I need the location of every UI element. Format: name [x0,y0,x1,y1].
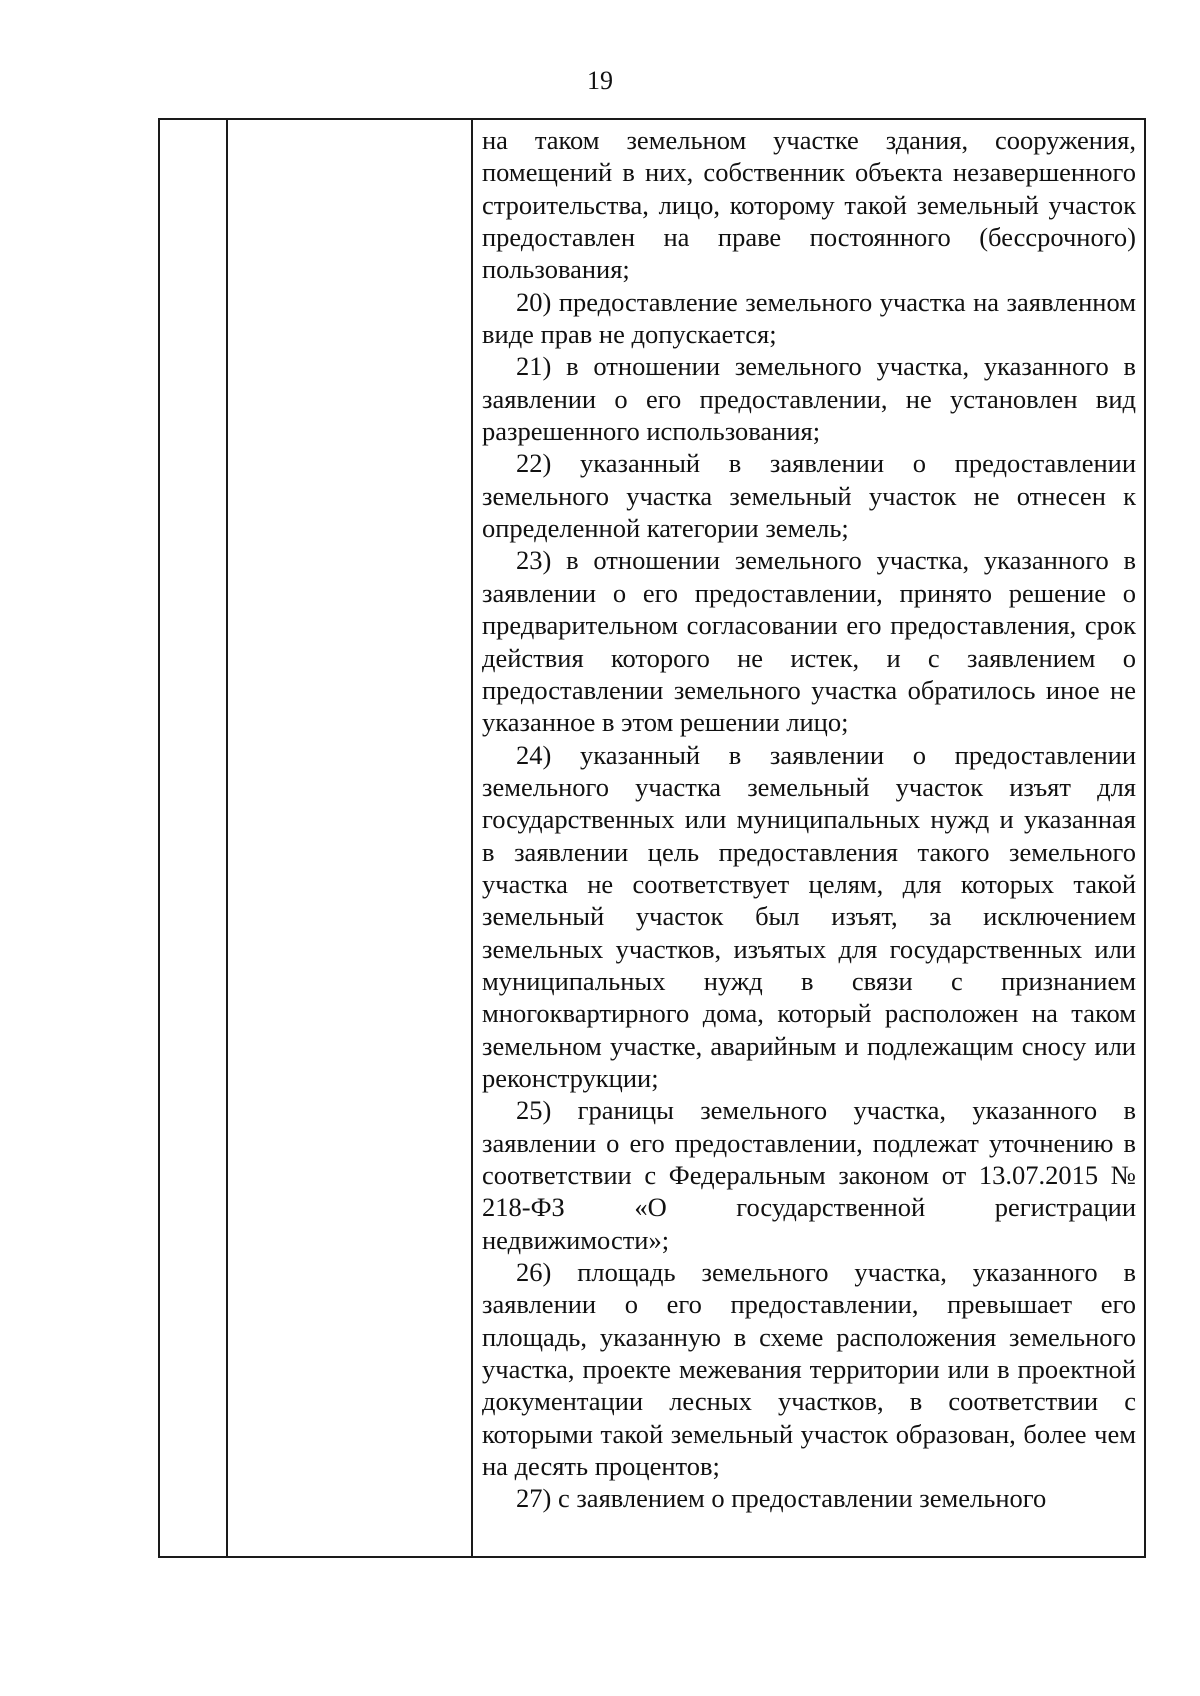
list-item-27: 27) с заявлением о предоставлении земельного [516,1483,1047,1514]
table-column-divider [471,120,473,1556]
table-text-cell [482,124,1136,1515]
list-item-23: 23) в отношении земельного участка, указанного в заявлении о его предоставлении, принято решение о предварительном согласовании его предоставления, срок действия которого не истек, и с заявлением о предоставлении земельного участка обратилось иное не указанное в этом решении лицо; [482,545,1136,738]
list-item-26: 26) площадь земельного участка, указанного в заявлении о его предоставлении, превышает его площадь, указанную в схеме расположения земельного участка, проекте межевания территории или в проектной документации лесных участков, в соответствии с которыми такой земельный участок образован, более чем на десять процентов; [482,1257,1136,1482]
list-item-25: 25) границы земельного участка, указанного в заявлении о его предоставлении, подлежат уточнению в соответствии с Федеральным законом от 13.07.2015 № 218-ФЗ «О государственной регистрации недвижимости»; [482,1095,1136,1255]
list-item-22: 22) указанный в заявлении о предоставлении земельного участка земельный участок не отнесен к определенной категории земель; [482,448,1136,544]
document-table [158,118,1146,1558]
paragraph-continuation: на таком земельном участке здания, сооружения, помещений в них, собственник объекта незавершенного строительства, лицо, которому такой земельный участок предоставлен на праве постоянного (бессрочного) пользования; [482,125,1136,285]
list-item-21: 21) в отношении земельного участка, указанного в заявлении о его предоставлении, не установлен вид разрешенного использования; [482,351,1136,447]
page-number: 19 [587,66,613,95]
list-item-20: 20) предоставление земельного участка на заявленном виде прав не допускается; [482,286,1136,350]
list-item-24: 24) указанный в заявлении о предоставлении земельного участка земельный участок изъят для государственных или муниципальных нужд и указанная в заявлении цель предоставления такого земельного участка не соответствует целям, для которых такой земельный участок был изъят, за исключением земельных участков, изъятых для государственных или муниципальных нужд в связи с признанием многоквартирного дома, который расположен на таком земельном участке, аварийным и подлежащим сносу или реконструкции; [482,739,1136,1093]
table-column-divider [226,120,228,1556]
